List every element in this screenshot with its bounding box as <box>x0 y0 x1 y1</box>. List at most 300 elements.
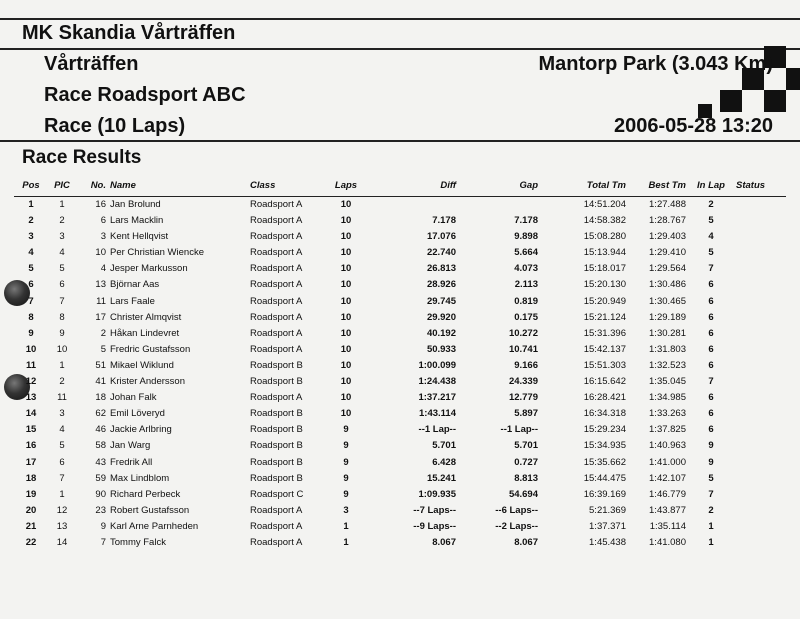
inlap-cell: 9 <box>708 456 714 468</box>
gap-cell <box>458 197 540 214</box>
total-cell: 15:18.017 <box>583 263 626 275</box>
pic-cell: 2 <box>59 376 65 388</box>
pos-cell: 9 <box>28 327 34 339</box>
laps-cell: 9 <box>343 440 349 452</box>
inlap-cell: 2 <box>708 504 714 516</box>
no-cell: 41 <box>95 376 106 388</box>
col-no-header: No. <box>90 180 106 191</box>
status-cell <box>734 487 786 503</box>
pos-cell: 17 <box>25 456 37 468</box>
gap-cell: 9.898 <box>514 231 538 243</box>
class-cell: Roadsport B <box>250 440 303 452</box>
col-name-header: Name <box>110 180 136 191</box>
class-cell: Roadsport A <box>250 311 303 323</box>
best-cell: 1:31.803 <box>649 343 686 355</box>
diff-cell: 28.926 <box>426 279 456 291</box>
inlap-cell: 7 <box>708 488 714 500</box>
total-cell: 5:21.369 <box>589 504 626 516</box>
no-cell: 2 <box>100 327 106 339</box>
gap-cell: 5.664 <box>514 247 538 259</box>
total-cell: 14:58.382 <box>583 215 626 227</box>
gap-cell: --2 Laps-- <box>495 520 538 532</box>
pic-cell: 9 <box>59 327 65 339</box>
gap-cell: 24.339 <box>508 376 538 388</box>
best-cell: 1:35.114 <box>649 520 686 532</box>
total-cell: 16:28.421 <box>583 392 626 404</box>
table-row <box>14 294 786 310</box>
inlap-cell: 7 <box>708 263 714 275</box>
col-diff-header: Diff <box>440 180 456 191</box>
inlap-cell: 4 <box>708 231 714 243</box>
class-cell: Roadsport A <box>250 215 303 227</box>
table-row <box>14 471 786 487</box>
status-cell <box>734 471 786 487</box>
pic-cell: 5 <box>59 263 65 275</box>
pic-cell: 1 <box>59 359 65 371</box>
gap-cell: --1 Lap-- <box>500 424 538 436</box>
no-cell: 10 <box>95 247 106 259</box>
best-cell: 1:33.263 <box>649 408 686 420</box>
total-cell: 16:39.169 <box>583 488 626 500</box>
gap-cell: 0.175 <box>514 311 538 323</box>
best-cell: 1:27.488 <box>628 197 688 214</box>
col-gap-header: Gap <box>519 180 538 191</box>
table-row <box>14 374 786 390</box>
diff-cell: 22.740 <box>426 247 456 259</box>
pos-cell: 14 <box>25 408 37 420</box>
total-cell: 15:13.944 <box>583 247 626 259</box>
table-row <box>14 503 786 519</box>
total-cell: 15:29.234 <box>583 424 626 436</box>
status-cell <box>734 535 786 551</box>
table-row <box>14 422 786 438</box>
class-cell: Roadsport A <box>250 279 303 291</box>
gap-cell: 5.897 <box>514 408 538 420</box>
race-datetime: 2006-05-28 13:20 <box>613 115 773 137</box>
laps-cell: 9 <box>343 424 349 436</box>
laps-cell: 10 <box>340 359 352 371</box>
status-cell <box>734 277 786 293</box>
no-cell: 59 <box>95 472 106 484</box>
no-cell: 51 <box>95 359 106 371</box>
status-cell <box>734 213 786 229</box>
laps-cell: 10 <box>340 231 352 243</box>
laps-cell: 10 <box>340 295 352 307</box>
gap-cell: 10.741 <box>508 343 538 355</box>
best-cell: 1:41.080 <box>649 536 686 548</box>
class-cell: Roadsport A <box>248 197 326 214</box>
gap-cell: 8.813 <box>514 472 538 484</box>
no-cell: 46 <box>95 424 106 436</box>
diff-cell: 1:00.099 <box>418 359 456 371</box>
col-laps-header: Laps <box>334 180 358 191</box>
class-cell: Roadsport A <box>250 343 303 355</box>
no-cell: 90 <box>95 488 106 500</box>
gap-cell: 12.779 <box>508 392 538 404</box>
class-cell: Roadsport A <box>250 295 303 307</box>
name-cell: Mikael Wiklund <box>110 359 174 371</box>
status-cell <box>734 261 786 277</box>
name-cell: Tommy Falck <box>110 536 166 548</box>
name-cell: Krister Andersson <box>110 376 185 388</box>
col-inlap-header: In Lap <box>697 180 725 191</box>
pos-cell: 20 <box>25 504 37 516</box>
inlap-cell: 6 <box>708 311 714 323</box>
class-cell: Roadsport B <box>250 359 303 371</box>
pos-cell: 13 <box>25 392 37 404</box>
status-cell <box>734 422 786 438</box>
total-cell: 16:34.318 <box>583 408 626 420</box>
pic-cell: 11 <box>57 392 67 404</box>
class-cell: Roadsport B <box>250 424 303 436</box>
name-cell: Richard Perbeck <box>110 488 181 500</box>
no-cell: 6 <box>100 215 106 227</box>
total-cell: 1:45.438 <box>589 536 626 548</box>
total-cell: 15:20.949 <box>583 295 626 307</box>
best-cell: 1:42.107 <box>649 472 686 484</box>
inlap-cell: 6 <box>708 343 714 355</box>
best-cell: 1:34.985 <box>649 392 686 404</box>
table-row <box>14 197 786 214</box>
laps-cell: 10 <box>340 343 352 355</box>
total-cell: 15:42.137 <box>583 343 626 355</box>
status-cell <box>734 455 786 471</box>
pic-cell: 10 <box>56 343 68 355</box>
name-cell: Johan Falk <box>110 392 157 404</box>
name-cell: Robert Gustafsson <box>110 504 190 516</box>
pos-cell: 2 <box>28 215 34 227</box>
results-title: Race Results <box>22 147 142 168</box>
best-cell: 1:29.564 <box>649 263 686 275</box>
total-cell: 15:21.124 <box>583 311 626 323</box>
laps-cell: 1 <box>343 520 349 532</box>
laps-cell: 9 <box>343 488 349 500</box>
class-cell: Roadsport A <box>250 392 303 404</box>
table-row <box>14 406 786 422</box>
inlap-cell: 9 <box>708 440 714 452</box>
total-cell: 14:51.204 <box>540 197 628 214</box>
pic-cell: 6 <box>59 456 65 468</box>
table-row <box>14 438 786 454</box>
diff-cell: --1 Lap-- <box>418 424 456 436</box>
name-cell: Jan Warg <box>110 440 151 452</box>
laps-cell: 10 <box>340 263 352 275</box>
laps-cell: 9 <box>343 472 349 484</box>
pos-cell: 4 <box>28 247 34 259</box>
status-cell <box>734 406 786 422</box>
pic-cell: 7 <box>59 472 65 484</box>
pos-cell: 10 <box>25 343 37 355</box>
best-cell: 1:43.877 <box>649 504 686 516</box>
diff-cell: 50.933 <box>426 343 456 355</box>
pos-cell: 18 <box>25 472 37 484</box>
total-cell: 16:15.642 <box>583 376 626 388</box>
laps-cell: 10 <box>340 392 352 404</box>
best-cell: 1:41.000 <box>649 456 686 468</box>
table-row <box>14 390 786 406</box>
inlap-cell: 7 <box>708 376 714 388</box>
pic-cell: 1 <box>48 197 76 214</box>
class-cell: Roadsport C <box>250 488 304 500</box>
status-cell <box>734 519 786 535</box>
name-cell: Jackie Arlbring <box>110 424 172 436</box>
name-cell: Fredrik All <box>110 456 153 468</box>
inlap-cell: 6 <box>708 279 714 291</box>
no-cell: 62 <box>95 408 106 420</box>
total-cell: 15:35.662 <box>583 456 626 468</box>
col-class-header: Class <box>250 180 276 191</box>
diff-cell: --9 Laps-- <box>413 520 456 532</box>
diff-cell: 1:24.438 <box>418 376 456 388</box>
status-cell <box>734 197 786 214</box>
no-cell: 18 <box>95 392 106 404</box>
name-cell: Christer Almqvist <box>110 311 182 323</box>
no-cell: 11 <box>96 295 106 307</box>
pic-cell: 3 <box>59 408 65 420</box>
pos-cell: 8 <box>28 311 34 323</box>
table-row <box>14 310 786 326</box>
col-best-header: Best Tm <box>648 180 686 191</box>
gap-cell: --6 Laps-- <box>495 504 538 516</box>
pos-cell: 15 <box>25 424 37 436</box>
col-total-header: Total Tm <box>586 180 626 191</box>
name-cell: Max Lindblom <box>110 472 170 484</box>
table-row <box>14 535 786 551</box>
inlap-cell: 6 <box>708 327 714 339</box>
table-row <box>14 358 786 374</box>
name-cell: Björnar Aas <box>110 279 160 291</box>
diff-cell: 1:37.217 <box>418 392 456 404</box>
total-cell: 1:37.371 <box>589 520 626 532</box>
pos-cell: 6 <box>28 279 34 291</box>
no-cell: 5 <box>100 343 106 355</box>
inlap-cell: 6 <box>708 424 714 436</box>
inlap-cell: 5 <box>708 247 714 259</box>
no-cell: 23 <box>95 504 106 516</box>
pic-cell: 5 <box>59 440 65 452</box>
pos-cell: 11 <box>25 359 37 371</box>
best-cell: 1:46.779 <box>649 488 686 500</box>
table-row <box>14 487 786 503</box>
gap-cell: 0.727 <box>514 456 538 468</box>
laps-cell: 10 <box>340 247 352 259</box>
inlap-cell: 5 <box>708 472 714 484</box>
status-cell <box>734 326 786 342</box>
total-cell: 15:34.935 <box>583 440 626 452</box>
pos-cell: 5 <box>28 263 34 275</box>
inlap-cell: 1 <box>708 520 714 532</box>
status-cell <box>734 503 786 519</box>
pic-cell: 14 <box>56 536 68 548</box>
results-table <box>14 180 786 551</box>
pic-cell: 4 <box>59 247 65 259</box>
best-cell: 1:30.465 <box>649 295 686 307</box>
diff-cell: 26.813 <box>426 263 456 275</box>
diff-cell <box>366 197 458 214</box>
total-cell: 15:31.396 <box>583 327 626 339</box>
gap-cell: 9.166 <box>514 359 538 371</box>
diff-cell: 8.067 <box>432 536 456 548</box>
inlap-cell: 2 <box>688 197 734 214</box>
session-name: Race (10 Laps) <box>44 115 186 137</box>
diff-cell: 6.428 <box>432 456 456 468</box>
col-pos-header: Pos <box>22 180 40 191</box>
total-cell: 15:08.280 <box>583 231 626 243</box>
no-cell: 9 <box>100 520 106 532</box>
best-cell: 1:30.281 <box>649 327 686 339</box>
header-bottom-rule <box>0 140 800 142</box>
pic-cell: 8 <box>59 311 65 323</box>
class-cell: Roadsport B <box>250 456 303 468</box>
inlap-cell: 5 <box>708 215 714 227</box>
best-cell: 1:32.523 <box>649 359 686 371</box>
class-cell: Roadsport A <box>250 231 303 243</box>
diff-cell: 1:09.935 <box>418 488 456 500</box>
gap-cell: 4.073 <box>514 263 538 275</box>
status-cell <box>734 245 786 261</box>
gap-cell: 5.701 <box>514 440 538 452</box>
col-status-header: Status <box>736 180 766 191</box>
no-cell: 17 <box>95 311 106 323</box>
no-cell: 3 <box>100 231 106 243</box>
best-cell: 1:28.767 <box>649 215 686 227</box>
pos-cell: 7 <box>28 295 34 307</box>
event-subtitle: Vårträffen <box>44 53 139 75</box>
class-cell: Roadsport A <box>250 536 303 548</box>
pic-cell: 4 <box>59 424 65 436</box>
name-cell: Fredric Gustafsson <box>110 343 191 355</box>
laps-cell: 10 <box>340 376 352 388</box>
laps-cell: 10 <box>340 279 352 291</box>
gap-cell: 8.067 <box>514 536 538 548</box>
gap-cell: 10.272 <box>508 327 538 339</box>
best-cell: 1:30.486 <box>649 279 686 291</box>
col-pic-header: PIC <box>54 180 70 191</box>
inlap-cell: 6 <box>708 359 714 371</box>
inlap-cell: 6 <box>708 408 714 420</box>
class-cell: Roadsport B <box>250 472 303 484</box>
diff-cell: 5.701 <box>432 440 456 452</box>
pic-cell: 12 <box>56 504 68 516</box>
best-cell: 1:35.045 <box>649 376 686 388</box>
status-cell <box>734 390 786 406</box>
no-cell: 7 <box>100 536 106 548</box>
diff-cell: 29.920 <box>426 311 456 323</box>
pic-cell: 2 <box>59 215 65 227</box>
pos-cell: 3 <box>28 231 34 243</box>
name-cell: Lars Macklin <box>110 215 164 227</box>
name-cell: Håkan Lindevret <box>110 327 180 339</box>
event-title: MK Skandia Vårträffen <box>22 22 236 44</box>
track-name: Mantorp Park (3.043 Km) <box>538 53 773 75</box>
class-cell: Roadsport B <box>250 408 303 420</box>
diff-cell: --7 Laps-- <box>413 504 456 516</box>
no-cell: 43 <box>95 456 106 468</box>
class-cell: Roadsport A <box>250 263 303 275</box>
best-cell: 1:40.963 <box>649 440 686 452</box>
table-row <box>14 519 786 535</box>
inlap-cell: 1 <box>708 536 714 548</box>
name-cell: Per Christian Wiencke <box>110 247 204 259</box>
status-cell <box>734 374 786 390</box>
no-cell: 4 <box>100 263 106 275</box>
best-cell: 1:29.410 <box>649 247 686 259</box>
pos-cell: 16 <box>25 440 37 452</box>
laps-cell: 10 <box>340 311 352 323</box>
pic-cell: 7 <box>59 295 65 307</box>
no-cell: 58 <box>95 440 106 452</box>
name-cell: Karl Arne Parnheden <box>110 520 199 532</box>
table-row <box>14 277 786 293</box>
table-row <box>14 261 786 277</box>
class-cell: Roadsport A <box>250 520 303 532</box>
name-cell: Jan Brolund <box>108 197 248 214</box>
pos-cell: 21 <box>25 520 37 532</box>
class-cell: Roadsport A <box>250 327 303 339</box>
diff-cell: 7.178 <box>432 215 456 227</box>
laps-cell: 1 <box>343 536 349 548</box>
status-cell <box>734 294 786 310</box>
table-header-row <box>14 180 786 197</box>
class-cell: Roadsport A <box>250 247 303 259</box>
series-name: Race Roadsport ABC <box>44 84 246 106</box>
no-cell: 13 <box>95 279 106 291</box>
status-cell <box>734 438 786 454</box>
total-cell: 15:51.303 <box>583 359 626 371</box>
pos-cell: 22 <box>25 536 37 548</box>
pic-cell: 6 <box>59 279 65 291</box>
pos-cell: 12 <box>25 376 37 388</box>
table-row <box>14 326 786 342</box>
pic-cell: 1 <box>59 488 65 500</box>
status-cell <box>734 358 786 374</box>
inlap-cell: 6 <box>708 392 714 404</box>
name-cell: Emil Löveryd <box>110 408 165 420</box>
gap-cell: 7.178 <box>514 215 538 227</box>
inlap-cell: 6 <box>708 295 714 307</box>
laps-cell: 10 <box>340 327 352 339</box>
laps-cell: 10 <box>326 197 366 214</box>
laps-cell: 3 <box>343 504 349 516</box>
pic-cell: 13 <box>56 520 68 532</box>
name-cell: Lars Faale <box>110 295 155 307</box>
table-row <box>14 342 786 358</box>
diff-cell: 1:43.114 <box>419 408 456 420</box>
diff-cell: 29.745 <box>426 295 456 307</box>
name-cell: Kent Hellqvist <box>110 231 169 243</box>
diff-cell: 17.076 <box>426 231 456 243</box>
status-cell <box>734 310 786 326</box>
best-cell: 1:37.825 <box>649 424 686 436</box>
pos-cell: 19 <box>25 488 37 500</box>
total-cell: 15:20.130 <box>583 279 626 291</box>
best-cell: 1:29.403 <box>649 231 686 243</box>
pic-cell: 3 <box>59 231 65 243</box>
diff-cell: 15.241 <box>426 472 456 484</box>
table-row <box>14 213 786 229</box>
total-cell: 15:44.475 <box>583 472 626 484</box>
class-cell: Roadsport A <box>250 504 303 516</box>
laps-cell: 9 <box>343 456 349 468</box>
laps-cell: 10 <box>340 408 352 420</box>
status-cell <box>734 342 786 358</box>
best-cell: 1:29.189 <box>649 311 686 323</box>
gap-cell: 2.113 <box>514 279 538 291</box>
pos-cell: 1 <box>14 197 48 214</box>
name-cell: Jesper Markusson <box>110 263 188 275</box>
gap-cell: 54.694 <box>508 488 538 500</box>
laps-cell: 10 <box>340 215 352 227</box>
